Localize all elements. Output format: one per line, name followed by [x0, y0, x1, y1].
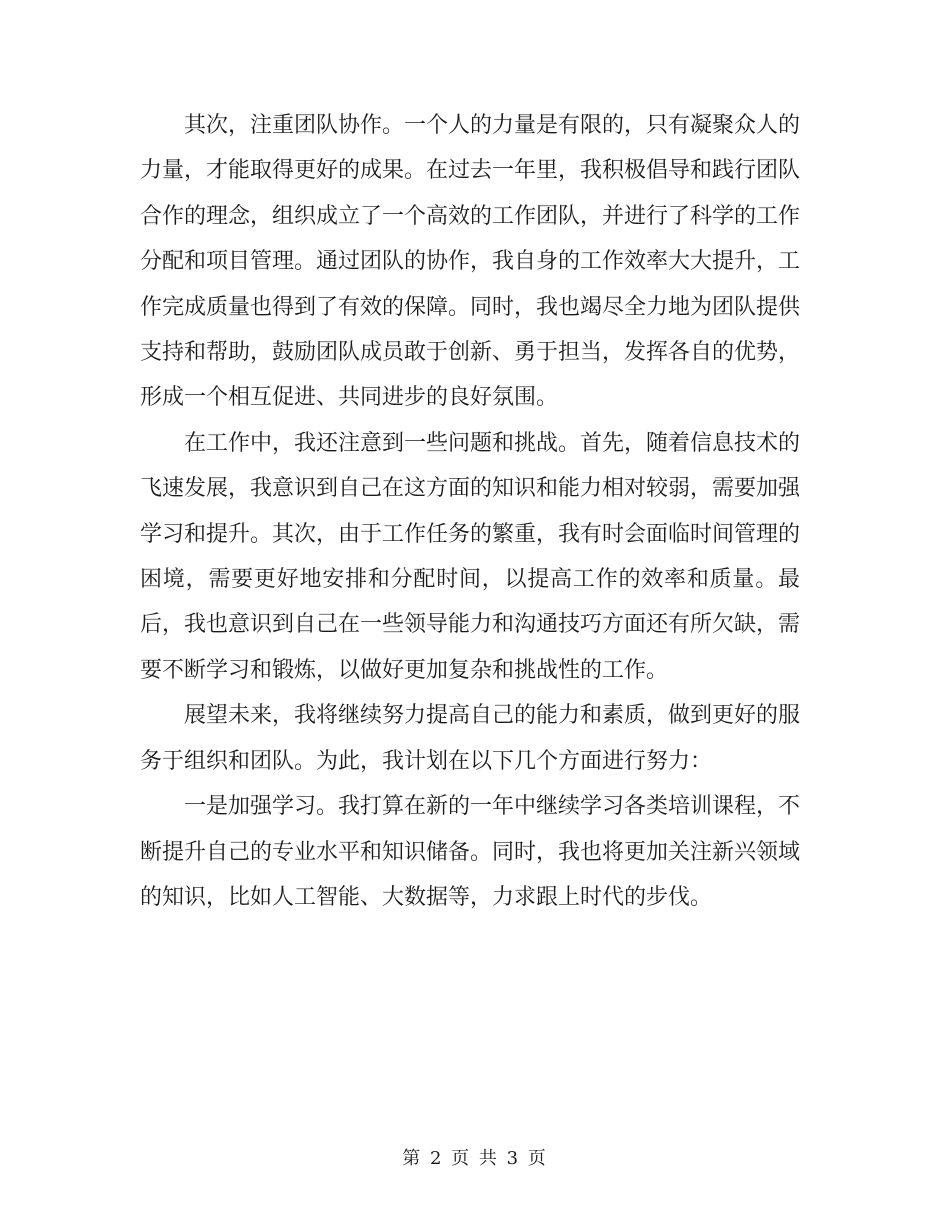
document-body [140, 103, 800, 920]
page-number-footer: 第 2 页 共 3 页 [402, 1148, 548, 1169]
paragraph-outlook: 展望未来，我将继续努力提高自己的能力和素质，做到更好的服务于组织和团队。为此，我计划在以下几个方面进行努力： [140, 703, 801, 774]
paragraph-teamwork: 其次，注重团队协作。一个人的力量是有限的，只有凝聚众人的力量，才能取得更好的成果。在过去一年里，我积极倡导和践行团队合作的理念，组织成立了一个高效的工作团队，并进行了科学的工作分配和项目管理。通过团队的协作，我自身的工作效率大大提升，工作完成质量也得到了有效的保障。同时，我也竭尽全力地为团队提供支持和帮助，鼓励团队成员敢于创新、勇于担当，发挥各自的优势，形成一个相互促进、共同进步的良好氛围。 [140, 113, 801, 411]
paragraph-problems-challenges: 在工作中，我还注意到一些问题和挑战。首先，随着信息技术的飞速发展，我意识到自己在这方面的知识和能力相对较弱，需要加强学习和提升。其次，由于工作任务的繁重，我有时会面临时间管理的困境，需要更好地安排和分配时间，以提高工作的效率和质量。最后，我也意识到自己在一些领导能力和沟通技巧方面还有所欠缺，需要不断学习和锻炼，以做好更加复杂和挑战性的工作。 [140, 430, 801, 683]
paragraph-plan-learning: 一是加强学习。我打算在新的一年中继续学习各类培训课程，不断提升自己的专业水平和知识储备。同时，我也将更加关注新兴领域的知识，比如人工智能、大数据等，力求跟上时代的步伐。 [140, 794, 801, 910]
